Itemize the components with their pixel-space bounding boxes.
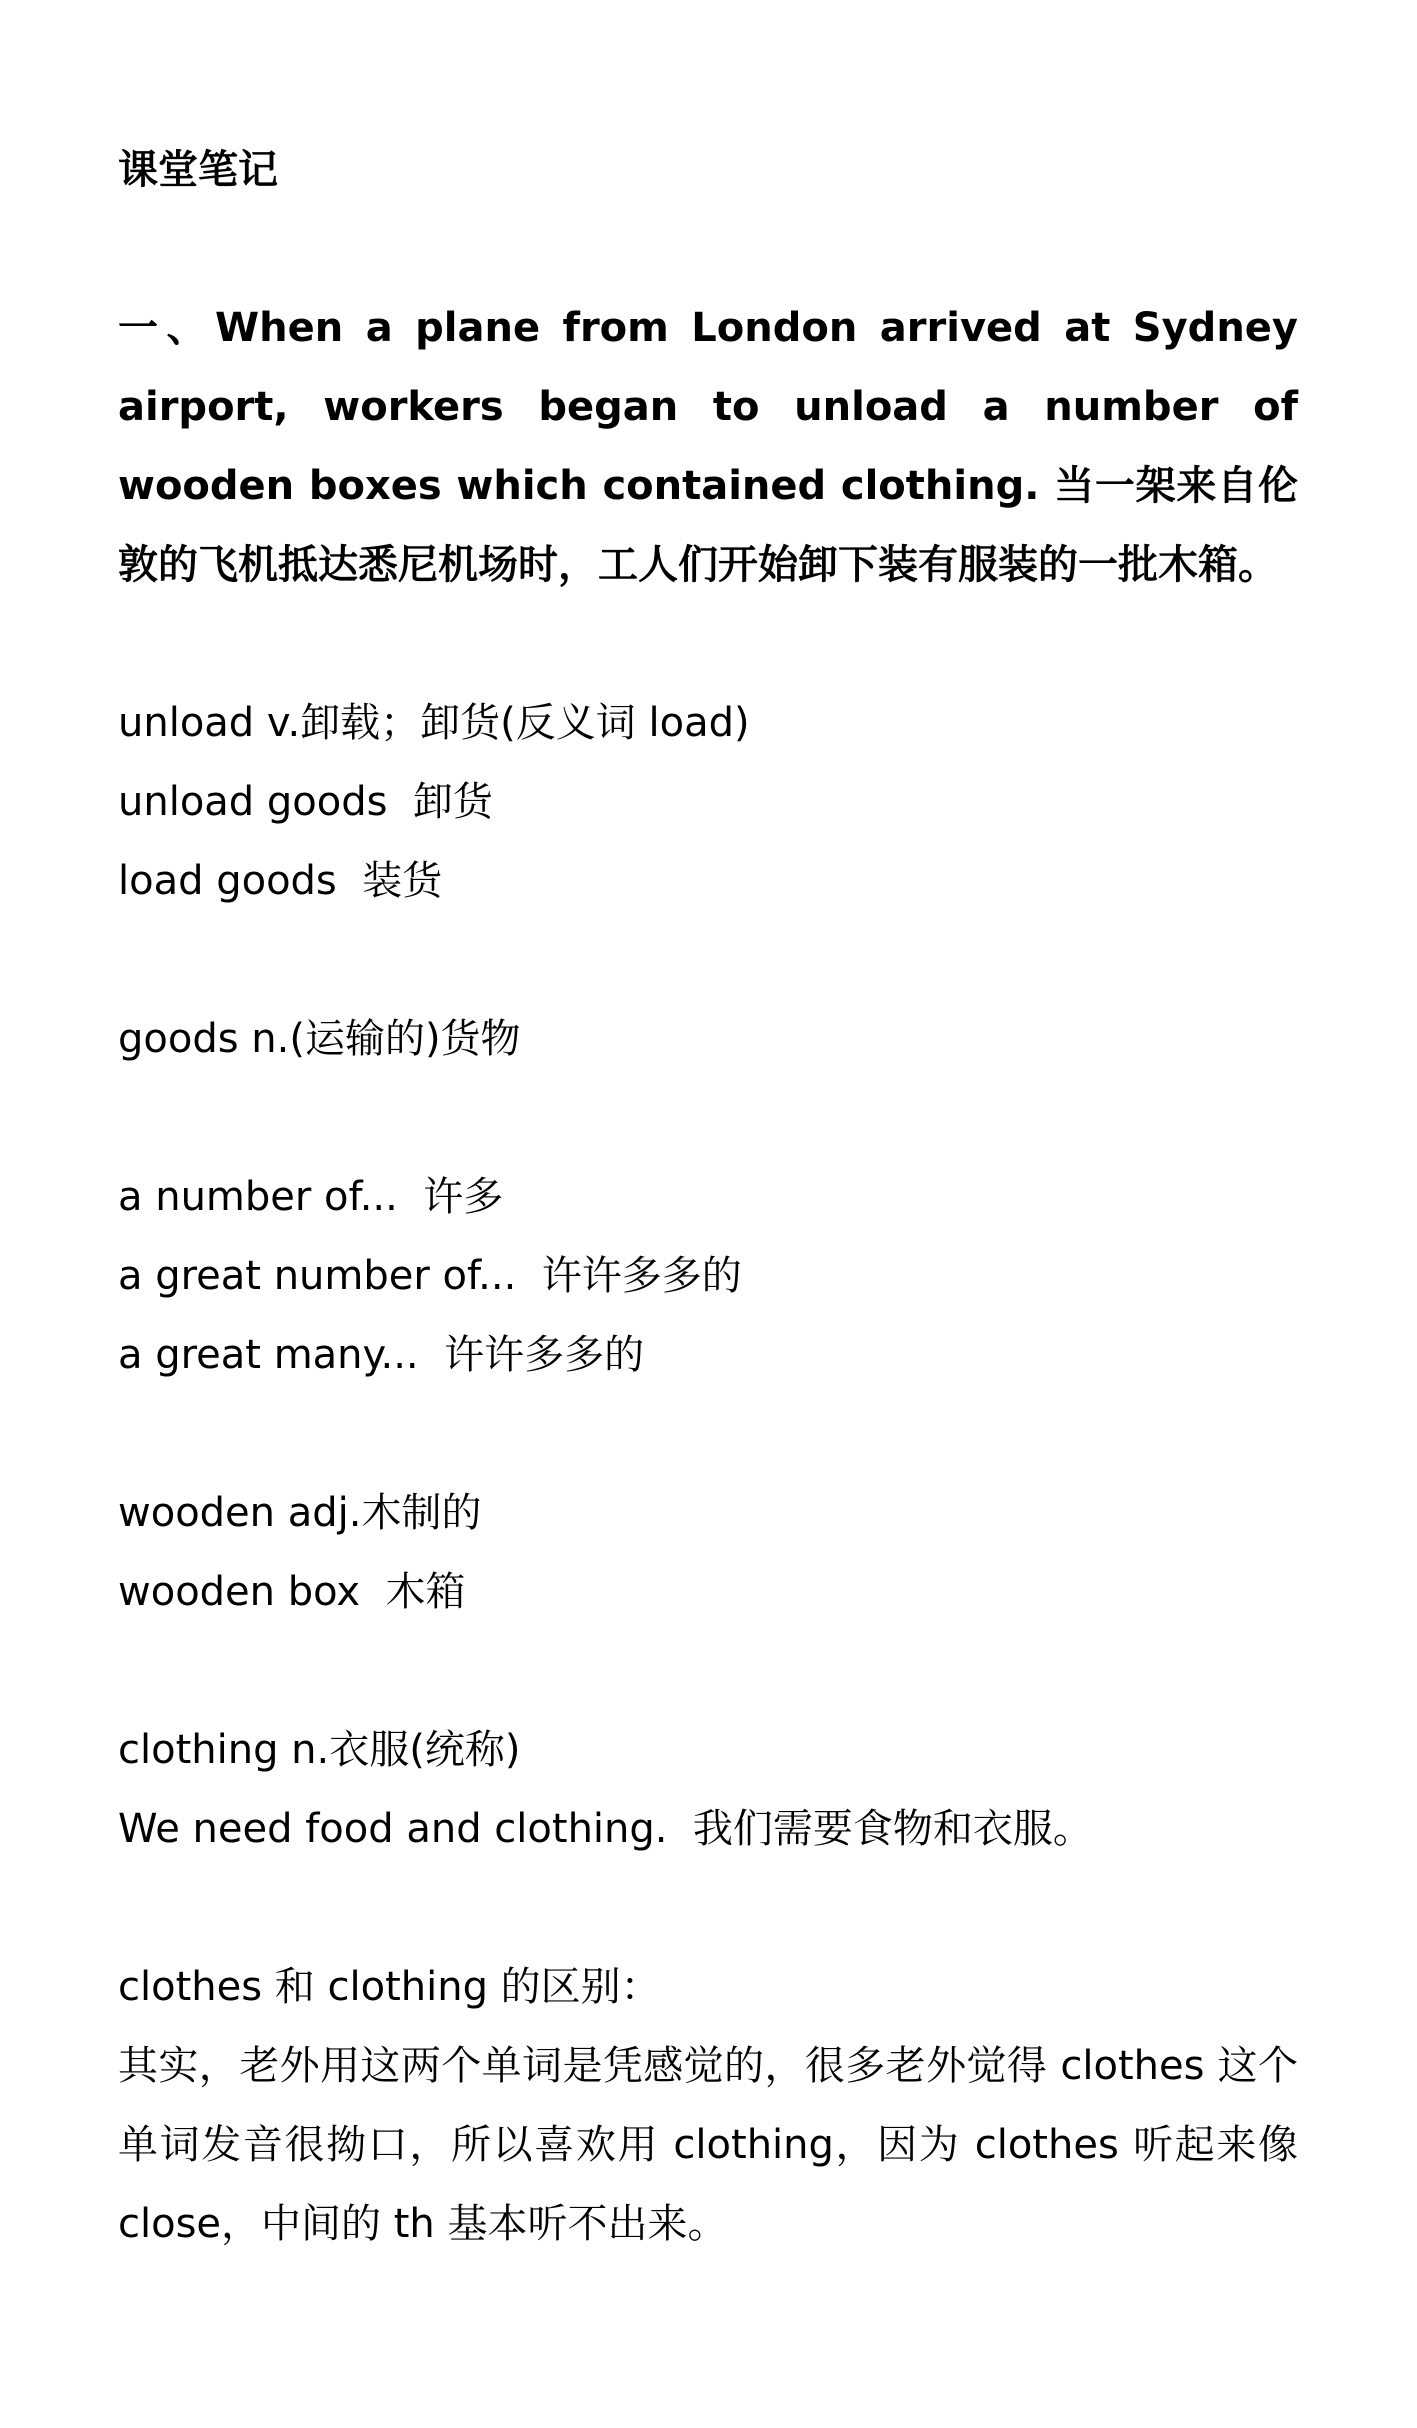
vocab-line: a great number of... 许许多多的 <box>118 1253 742 1299</box>
vocab-group-number-of <box>118 1158 1298 1395</box>
vocab-group-goods <box>118 1000 1298 1079</box>
vocab-line: unload goods 卸货 <box>118 779 493 825</box>
vocab-group-clothing <box>118 1711 1298 1869</box>
document-page <box>118 130 1298 2264</box>
spacer <box>118 605 1298 684</box>
vocab-line: unload v.卸载；卸货(反义词 load) <box>118 700 750 746</box>
vocab-line: We need food and clothing. 我们需要食物和衣服。 <box>118 1806 1093 1852</box>
spacer <box>118 1869 1298 1948</box>
vocab-line: goods n.(运输的)货物 <box>118 1016 521 1062</box>
vocab-line: a great many... 许许多多的 <box>118 1332 645 1378</box>
vocab-group-unload <box>118 684 1298 921</box>
vocab-group-wooden <box>118 1474 1298 1632</box>
vocab-line: clothing n.衣服(统称) <box>118 1727 521 1773</box>
spacer <box>118 921 1298 1000</box>
vocab-line: wooden box 木箱 <box>118 1569 466 1615</box>
example-sentence: 一、When a plane from London arrived at Sydney airport, workers began to unload a number of wooden boxes which contained clothing. 当一架来自伦敦的飞机抵达悉尼机场时，工人们开始卸下装有服装的一批木箱。 <box>118 305 1298 588</box>
vocab-line: load goods 装货 <box>118 858 443 904</box>
vocab-line: a number of... 许多 <box>118 1174 504 1220</box>
page-title: 课堂笔记 <box>118 147 278 193</box>
comparison-heading: clothes 和 clothing 的区别： <box>118 1964 661 2010</box>
vocab-line: wooden adj.木制的 <box>118 1490 482 1536</box>
spacer <box>118 1395 1298 1474</box>
spacer <box>118 210 1298 289</box>
spacer <box>118 1079 1298 1158</box>
comparison-text: 其实，老外用这两个单词是凭感觉的，很多老外觉得 clothes 这个单词发音很拗口，所以喜欢用 clothing，因为 clothes 听起来像 close，中间的 th 基本听不出来。 <box>118 2043 1298 2247</box>
spacer <box>118 1632 1298 1711</box>
